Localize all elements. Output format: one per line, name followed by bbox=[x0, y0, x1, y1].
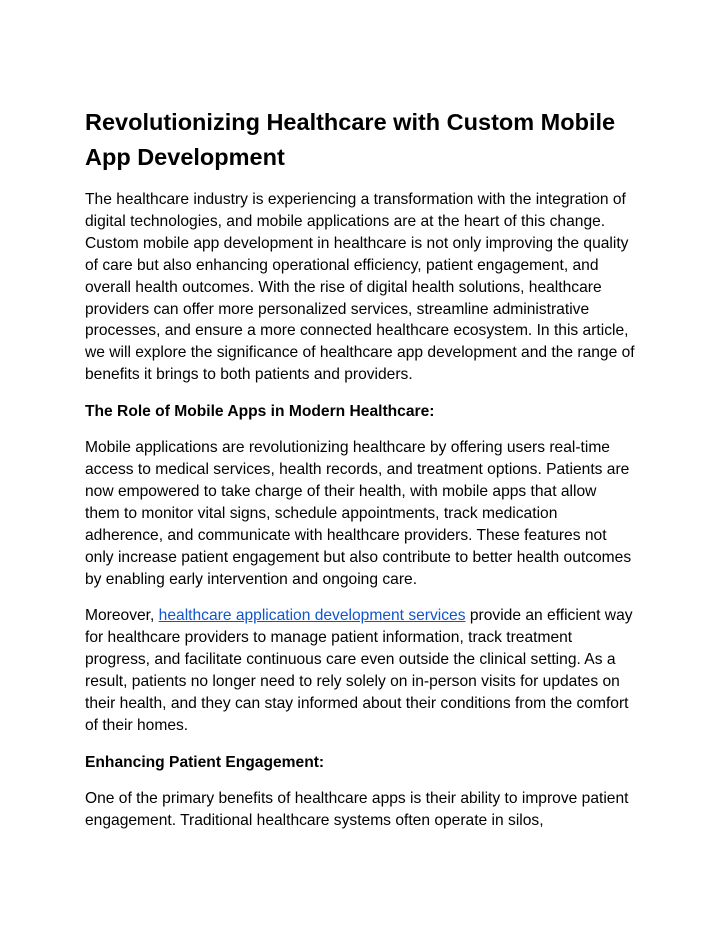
section2-paragraph-1: One of the primary benefits of healthcare apps is their ability to improve patient engagement. Traditional healthcare systems often operate in silos, bbox=[85, 789, 629, 829]
intro-paragraph: The healthcare industry is experiencing a transformation with the integration of digital technologies, and mobile applications are at the heart of this change. Custom mobile app development in healthcare is not only improving the quality of care but also enhancing operational efficiency, patient engagement, and overall health outcomes. With the rise of digital health solutions, healthcare providers can offer more personalized services, streamline administrative processes, and ensure a more connected healthcare ecosystem. In this article, we will explore the significance of healthcare app development and the range of benefits it brings to both patients and providers. bbox=[85, 191, 635, 384]
paragraph-text-before-link: Moreover, bbox=[85, 607, 159, 625]
document-title: Revolutionizing Healthcare with Custom Mobile App Development bbox=[85, 109, 616, 170]
section1-paragraph-2 bbox=[85, 605, 640, 736]
section-heading-role-of-mobile-apps: The Role of Mobile Apps in Modern Healthcare: bbox=[85, 403, 435, 421]
paragraph-text-after-link: provide an efficient way for healthcare providers to manage patient information, track treatment progress, and facilitate continuous care even outside the clinical setting. As a result, patients no longer need to rely solely on in-person visits for updates on their health, and they can stay informed about their conditions from the comfort of their homes. bbox=[85, 607, 633, 734]
healthcare-services-link[interactable]: healthcare application development services bbox=[158, 607, 466, 625]
section-heading-patient-engagement: Enhancing Patient Engagement: bbox=[85, 753, 325, 771]
section1-paragraph-1: Mobile applications are revolutionizing healthcare by offering users real-time access to medical services, health records, and treatment options. Patients are now empowered to take charge of their health, with mobile apps that allow them to monitor vital signs, schedule appointments, track medication adherence, and communicate with healthcare providers. These features not only increase patient engagement but also contribute to better health outcomes by enabling early intervention and ongoing care. bbox=[85, 439, 632, 588]
